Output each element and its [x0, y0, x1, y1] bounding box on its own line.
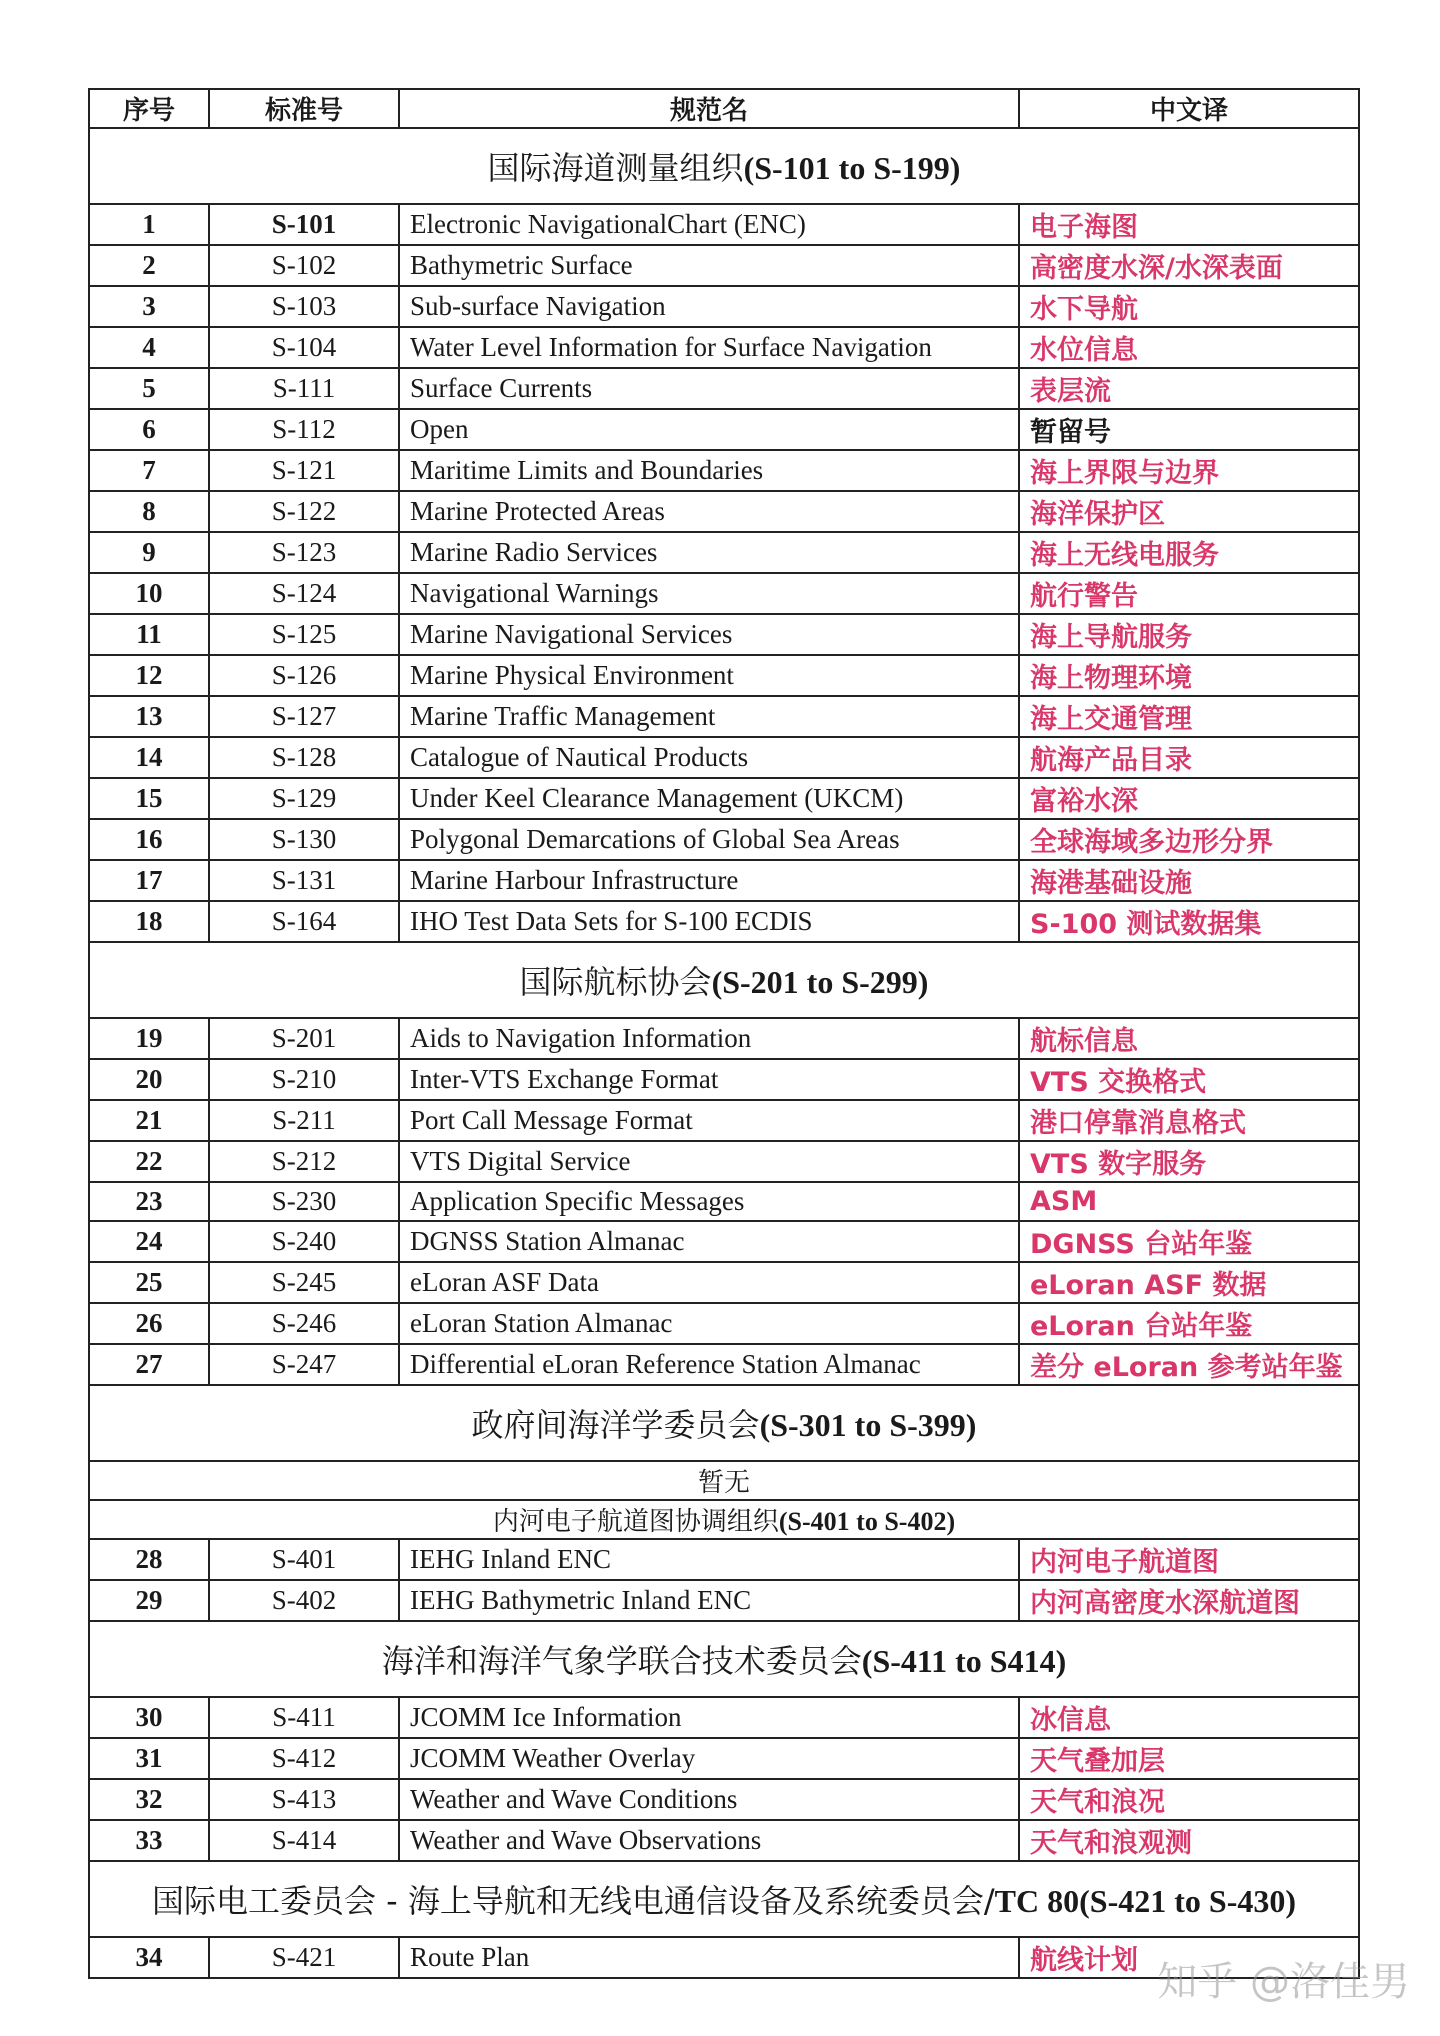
section-title — [89, 1461, 1359, 1500]
cell-chinese: eLoran 台站年鉴 — [1019, 1303, 1359, 1344]
cell-chinese: VTS 交换格式 — [1019, 1059, 1359, 1100]
table-row — [89, 1580, 1359, 1621]
cell-index: 24 — [89, 1221, 209, 1262]
section-header-row — [89, 942, 1359, 1018]
table-row — [89, 245, 1359, 286]
header-row — [89, 89, 1359, 128]
cell-standard-no: S-412 — [209, 1738, 399, 1779]
header-chinese: 中文译 — [1019, 89, 1359, 128]
table-row — [89, 1539, 1359, 1580]
cell-standard-no: S-201 — [209, 1018, 399, 1059]
section-title-zh: 政府间海洋学委员会 — [471, 1406, 760, 1444]
cell-index: 22 — [89, 1141, 209, 1182]
cell-index: 31 — [89, 1738, 209, 1779]
cell-chinese: 航海产品目录 — [1019, 737, 1359, 778]
cell-standard-no: S-411 — [209, 1697, 399, 1738]
cell-spec-name: Marine Radio Services — [399, 532, 1019, 573]
cell-index: 20 — [89, 1059, 209, 1100]
table-row — [89, 1738, 1359, 1779]
cell-spec-name: Bathymetric Surface — [399, 245, 1019, 286]
table-row — [89, 901, 1359, 942]
cell-standard-no: S-121 — [209, 450, 399, 491]
cell-index: 11 — [89, 614, 209, 655]
table-row — [89, 737, 1359, 778]
cell-standard-no: S-123 — [209, 532, 399, 573]
table-row — [89, 696, 1359, 737]
cell-standard-no: S-127 — [209, 696, 399, 737]
cell-index: 29 — [89, 1580, 209, 1621]
section-header-row — [89, 128, 1359, 204]
header-spec-name: 规范名 — [399, 89, 1019, 128]
cell-spec-name: Marine Harbour Infrastructure — [399, 860, 1019, 901]
cell-standard-no: S-103 — [209, 286, 399, 327]
section-title-range: (S-411 to S414) — [861, 1643, 1067, 1679]
cell-index: 30 — [89, 1697, 209, 1738]
cell-spec-name: Weather and Wave Conditions — [399, 1779, 1019, 1820]
cell-chinese: 海上界限与边界 — [1019, 450, 1359, 491]
cell-spec-name: Electronic NavigationalChart (ENC) — [399, 204, 1019, 245]
cell-chinese: 港口停靠消息格式 — [1019, 1100, 1359, 1141]
cell-chinese: DGNSS 台站年鉴 — [1019, 1221, 1359, 1262]
table-row — [89, 1820, 1359, 1861]
cell-chinese: 差分 eLoran 参考站年鉴 — [1019, 1344, 1359, 1385]
cell-spec-name: IEHG Inland ENC — [399, 1539, 1019, 1580]
cell-standard-no: S-122 — [209, 491, 399, 532]
section-title — [89, 128, 1359, 204]
cell-standard-no: S-130 — [209, 819, 399, 860]
section-title-zh: 海洋和海洋气象学联合技术委员会 — [381, 1642, 862, 1680]
cell-index: 15 — [89, 778, 209, 819]
cell-spec-name: Navigational Warnings — [399, 573, 1019, 614]
cell-standard-no: S-164 — [209, 901, 399, 942]
cell-standard-no: S-414 — [209, 1820, 399, 1861]
cell-spec-name: Water Level Information for Surface Navigation — [399, 327, 1019, 368]
table-row — [89, 1182, 1359, 1221]
cell-chinese: 航行警告 — [1019, 573, 1359, 614]
cell-standard-no: S-247 — [209, 1344, 399, 1385]
cell-index: 6 — [89, 409, 209, 450]
cell-standard-no: S-102 — [209, 245, 399, 286]
cell-chinese: 海上导航服务 — [1019, 614, 1359, 655]
section-title-zh: 国际海道测量组织 — [487, 149, 744, 187]
cell-index: 10 — [89, 573, 209, 614]
cell-standard-no: S-112 — [209, 409, 399, 450]
cell-standard-no: S-101 — [209, 204, 399, 245]
cell-standard-no: S-126 — [209, 655, 399, 696]
section-title-range: (S-301 to S-399) — [759, 1407, 977, 1443]
cell-spec-name: JCOMM Weather Overlay — [399, 1738, 1019, 1779]
standards-table — [88, 88, 1360, 1979]
table-row — [89, 204, 1359, 245]
cell-spec-name: IHO Test Data Sets for S-100 ECDIS — [399, 901, 1019, 942]
cell-index: 19 — [89, 1018, 209, 1059]
section-title-zh: 内河电子航道图协调组织 — [492, 1507, 779, 1537]
cell-chinese: 高密度水深/水深表面 — [1019, 245, 1359, 286]
cell-chinese: 水位信息 — [1019, 327, 1359, 368]
cell-spec-name: Route Plan — [399, 1937, 1019, 1978]
table-row — [89, 1018, 1359, 1059]
cell-index: 7 — [89, 450, 209, 491]
cell-standard-no: S-230 — [209, 1182, 399, 1221]
table-row — [89, 778, 1359, 819]
cell-index: 27 — [89, 1344, 209, 1385]
cell-spec-name: Maritime Limits and Boundaries — [399, 450, 1019, 491]
cell-spec-name: IEHG Bathymetric Inland ENC — [399, 1580, 1019, 1621]
cell-index: 2 — [89, 245, 209, 286]
cell-standard-no: S-125 — [209, 614, 399, 655]
cell-standard-no: S-211 — [209, 1100, 399, 1141]
cell-spec-name: Sub-surface Navigation — [399, 286, 1019, 327]
cell-index: 8 — [89, 491, 209, 532]
cell-chinese: 天气叠加层 — [1019, 1738, 1359, 1779]
table-body — [89, 128, 1359, 1978]
cell-spec-name: Marine Physical Environment — [399, 655, 1019, 696]
cell-spec-name: Surface Currents — [399, 368, 1019, 409]
cell-chinese: 富裕水深 — [1019, 778, 1359, 819]
cell-spec-name: Marine Traffic Management — [399, 696, 1019, 737]
cell-spec-name: VTS Digital Service — [399, 1141, 1019, 1182]
section-title-zh: 国际电工委员会 - 海上导航和无线电通信设备及系统委员会/ — [151, 1882, 995, 1920]
cell-standard-no: S-245 — [209, 1262, 399, 1303]
header-index: 序号 — [89, 89, 209, 128]
cell-chinese: VTS 数字服务 — [1019, 1141, 1359, 1182]
section-title-zh: 国际航标协会 — [519, 963, 712, 1001]
table-row — [89, 327, 1359, 368]
cell-chinese: 水下导航 — [1019, 286, 1359, 327]
table-row — [89, 819, 1359, 860]
cell-chinese: eLoran ASF 数据 — [1019, 1262, 1359, 1303]
table-row — [89, 1100, 1359, 1141]
cell-spec-name: Catalogue of Nautical Products — [399, 737, 1019, 778]
section-header-row — [89, 1861, 1359, 1937]
cell-standard-no: S-401 — [209, 1539, 399, 1580]
section-title — [89, 1621, 1359, 1697]
section-header-row — [89, 1385, 1359, 1461]
cell-spec-name: Marine Protected Areas — [399, 491, 1019, 532]
section-title — [89, 1861, 1359, 1937]
table-row — [89, 1262, 1359, 1303]
cell-chinese: 全球海域多边形分界 — [1019, 819, 1359, 860]
table-row — [89, 1221, 1359, 1262]
cell-chinese: 海上物理环境 — [1019, 655, 1359, 696]
cell-standard-no: S-212 — [209, 1141, 399, 1182]
table-row — [89, 1141, 1359, 1182]
cell-index: 17 — [89, 860, 209, 901]
cell-standard-no: S-421 — [209, 1937, 399, 1978]
cell-index: 3 — [89, 286, 209, 327]
cell-spec-name: Under Keel Clearance Management (UKCM) — [399, 778, 1019, 819]
table-row — [89, 1344, 1359, 1385]
watermark: 知乎 @洛佳男 — [1157, 1959, 1410, 2005]
cell-chinese: 航线计划 — [1019, 1937, 1359, 1978]
section-title-range: (S-401 to S-402) — [778, 1507, 956, 1536]
cell-spec-name: eLoran Station Almanac — [399, 1303, 1019, 1344]
cell-chinese: 表层流 — [1019, 368, 1359, 409]
cell-spec-name: Application Specific Messages — [399, 1182, 1019, 1221]
cell-chinese: 海港基础设施 — [1019, 860, 1359, 901]
cell-spec-name: Polygonal Demarcations of Global Sea Areas — [399, 819, 1019, 860]
cell-index: 1 — [89, 204, 209, 245]
table-row — [89, 1779, 1359, 1820]
cell-chinese: 海洋保护区 — [1019, 491, 1359, 532]
cell-chinese: 暂留号 — [1019, 409, 1359, 450]
table-row — [89, 368, 1359, 409]
table-row — [89, 491, 1359, 532]
cell-chinese: 内河电子航道图 — [1019, 1539, 1359, 1580]
section-title — [89, 942, 1359, 1018]
cell-spec-name: Differential eLoran Reference Station Almanac — [399, 1344, 1019, 1385]
cell-index: 23 — [89, 1182, 209, 1221]
section-header-row — [89, 1500, 1359, 1539]
cell-index: 4 — [89, 327, 209, 368]
cell-index: 16 — [89, 819, 209, 860]
header-standard-no: 标准号 — [209, 89, 399, 128]
cell-spec-name: JCOMM Ice Information — [399, 1697, 1019, 1738]
cell-chinese: 天气和浪况 — [1019, 1779, 1359, 1820]
section-title-range: (S-101 to S-199) — [743, 150, 961, 186]
cell-standard-no: S-246 — [209, 1303, 399, 1344]
cell-index: 21 — [89, 1100, 209, 1141]
cell-standard-no: S-240 — [209, 1221, 399, 1262]
cell-chinese: 冰信息 — [1019, 1697, 1359, 1738]
table-row — [89, 286, 1359, 327]
table-row — [89, 1697, 1359, 1738]
cell-spec-name: Port Call Message Format — [399, 1100, 1019, 1141]
cell-index: 5 — [89, 368, 209, 409]
cell-chinese: 内河高密度水深航道图 — [1019, 1580, 1359, 1621]
section-header-row — [89, 1621, 1359, 1697]
cell-index: 12 — [89, 655, 209, 696]
cell-standard-no: S-111 — [209, 368, 399, 409]
cell-chinese: 天气和浪观测 — [1019, 1820, 1359, 1861]
cell-index: 33 — [89, 1820, 209, 1861]
cell-spec-name: DGNSS Station Almanac — [399, 1221, 1019, 1262]
table-row — [89, 532, 1359, 573]
cell-standard-no: S-413 — [209, 1779, 399, 1820]
cell-chinese: 海上交通管理 — [1019, 696, 1359, 737]
cell-chinese: 电子海图 — [1019, 204, 1359, 245]
table-row — [89, 655, 1359, 696]
table-row — [89, 450, 1359, 491]
cell-spec-name: Weather and Wave Observations — [399, 1820, 1019, 1861]
cell-chinese: S-100 测试数据集 — [1019, 901, 1359, 942]
cell-index: 14 — [89, 737, 209, 778]
cell-chinese: 海上无线电服务 — [1019, 532, 1359, 573]
cell-index: 32 — [89, 1779, 209, 1820]
cell-index: 9 — [89, 532, 209, 573]
cell-index: 13 — [89, 696, 209, 737]
cell-chinese: ASM — [1019, 1182, 1359, 1221]
table-row — [89, 614, 1359, 655]
cell-standard-no: S-128 — [209, 737, 399, 778]
table-row — [89, 573, 1359, 614]
table-row — [89, 409, 1359, 450]
cell-chinese: 航标信息 — [1019, 1018, 1359, 1059]
section-title-range: TC 80(S-421 to S-430) — [994, 1883, 1296, 1919]
cell-spec-name: Aids to Navigation Information — [399, 1018, 1019, 1059]
cell-spec-name: Open — [399, 409, 1019, 450]
cell-index: 34 — [89, 1937, 209, 1978]
cell-index: 25 — [89, 1262, 209, 1303]
section-title — [89, 1385, 1359, 1461]
cell-index: 18 — [89, 901, 209, 942]
cell-spec-name: Marine Navigational Services — [399, 614, 1019, 655]
cell-standard-no: S-402 — [209, 1580, 399, 1621]
cell-standard-no: S-104 — [209, 327, 399, 368]
cell-standard-no: S-210 — [209, 1059, 399, 1100]
section-title-zh: 暂无 — [697, 1468, 750, 1498]
table-row — [89, 1303, 1359, 1344]
cell-index: 28 — [89, 1539, 209, 1580]
cell-standard-no: S-131 — [209, 860, 399, 901]
cell-standard-no: S-129 — [209, 778, 399, 819]
cell-spec-name: eLoran ASF Data — [399, 1262, 1019, 1303]
section-header-row — [89, 1461, 1359, 1500]
section-title-range: (S-201 to S-299) — [711, 964, 929, 1000]
cell-spec-name: Inter-VTS Exchange Format — [399, 1059, 1019, 1100]
cell-index: 26 — [89, 1303, 209, 1344]
section-title — [89, 1500, 1359, 1539]
table-row — [89, 1059, 1359, 1100]
cell-standard-no: S-124 — [209, 573, 399, 614]
table-row — [89, 860, 1359, 901]
